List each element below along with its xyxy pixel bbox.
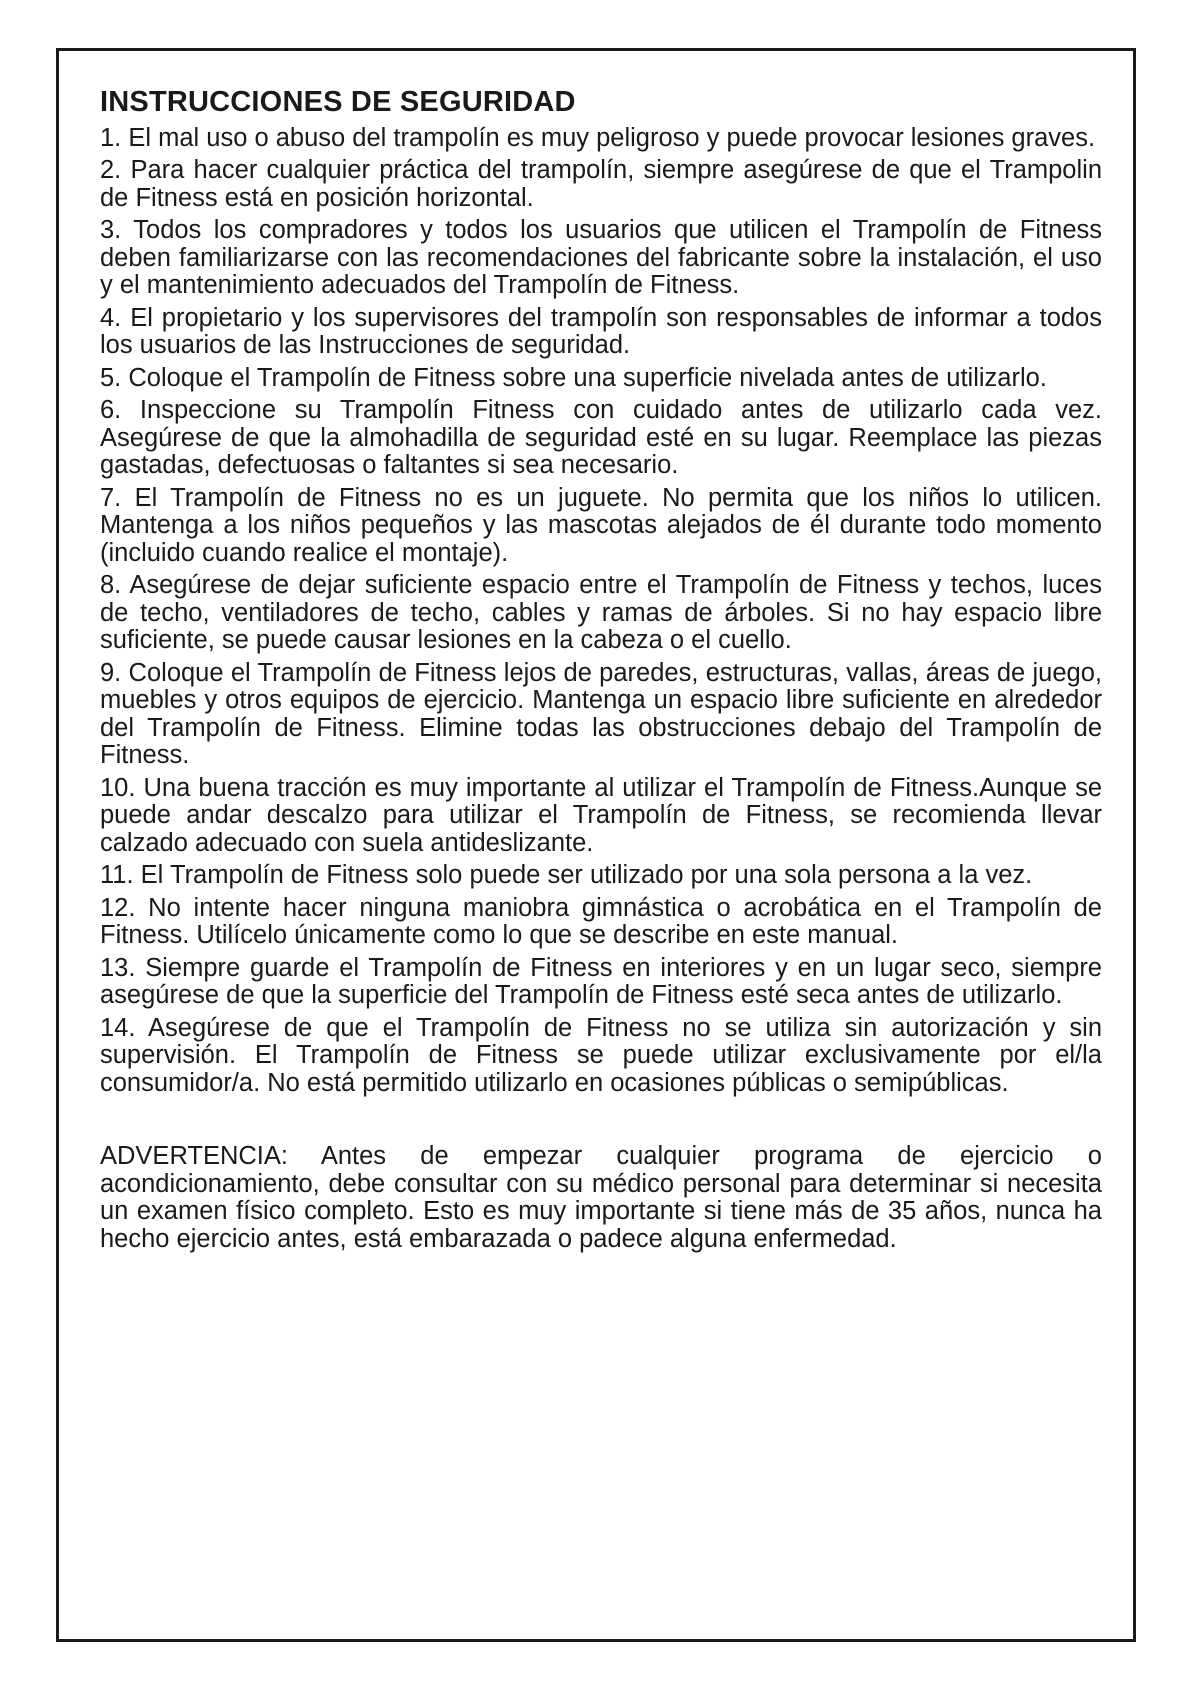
instruction-item-5: 5. Coloque el Trampolín de Fitness sobre una superficie nivelada antes de utilizarlo.	[100, 363, 1047, 392]
warning-paragraph: ADVERTENCIA: Antes de empezar cualquier programa de ejercicio o acondicionamiento, debe consultar con su médico personal para determinar si necesita un examen físico completo. Esto es muy importante si tiene más de 35 años, nunca ha hecho ejercicio antes, está embarazada o padece alguna enfermedad.	[100, 1142, 1102, 1253]
instruction-item-9: 9. Coloque el Trampolín de Fitness lejos de paredes, estructuras, vallas, áreas de juego, muebles y otros equipos de ejercicio. Mantenga un espacio libre suficiente en alrededor del Trampolín de Fitness. Elimine todas las obstrucciones debajo del Trampolín de Fitness.	[100, 658, 1102, 770]
instruction-item-14: 14. Asegúrese de que el Trampolín de Fitness no se utiliza sin autorización y sin supervisión. El Trampolín de Fitness se puede utilizar exclusivamente por el/la consumidor/a. No está permitido utilizarlo en ocasiones públicas o semipúblicas.	[100, 1013, 1102, 1097]
instruction-item-2: 2. Para hacer cualquier práctica del trampolín, siempre asegúrese de que el Trampolin de Fitness está en posición horizontal.	[100, 156, 1102, 212]
document-content	[100, 87, 1102, 1253]
instruction-item-7: 7. El Trampolín de Fitness no es un juguete. No permita que los niños lo utilicen. Mantenga a los niños pequeños y las mascotas alejados de él durante todo momento (incluido cuando realice el montaje).	[100, 483, 1102, 567]
page-border	[56, 48, 1136, 1642]
instruction-item-3: 3. Todos los compradores y todos los usuarios que utilicen el Trampolín de Fitness deben familiarizarse con las recomendaciones del fabricante sobre la instalación, el uso y el mantenimiento adecuados del Trampolín de Fitness.	[100, 216, 1102, 300]
instruction-item-10: 10. Una buena tracción es muy importante al utilizar el Trampolín de Fitness.Aunque se puede andar descalzo para utilizar el Trampolín de Fitness, se recomienda llevar calzado adecuado con suela antideslizante.	[100, 773, 1102, 857]
page-title: INSTRUCCIONES DE SEGURIDAD	[100, 86, 576, 118]
safety-instructions-list	[100, 125, 1102, 1098]
instruction-item-8: 8. Asegúrese de dejar suficiente espacio entre el Trampolín de Fitness y techos, luces de techo, ventiladores de techo, cables y ramas de árboles. Si no hay espacio libre suficiente, se puede causar lesiones en la cabeza o el cuello.	[100, 571, 1102, 655]
instruction-item-13: 13. Siempre guarde el Trampolín de Fitness en interiores y en un lugar seco, siempre asegúrese de que la superficie del Trampolín de Fitness esté seca antes de utilizarlo.	[100, 953, 1102, 1010]
instruction-item-11: 11. El Trampolín de Fitness solo puede ser utilizado por una sola persona a la vez.	[100, 861, 1033, 890]
instruction-item-1: 1. El mal uso o abuso del trampolín es muy peligroso y puede provocar lesiones graves.	[100, 123, 1096, 152]
instruction-item-6: 6. Inspeccione su Trampolín Fitness con cuidado antes de utilizarlo cada vez. Asegúrese de que la almohadilla de seguridad esté en su lugar. Reemplace las piezas gastadas, defectuosas o faltantes si sea necesario.	[100, 396, 1102, 480]
instruction-item-12: 12. No intente hacer ninguna maniobra gimnástica o acrobática en el Trampolín de Fitness. Utilícelo únicamente como lo que se describe en este manual.	[100, 893, 1102, 950]
instruction-item-4: 4. El propietario y los supervisores del trampolín son responsables de informar a todos los usuarios de las Instrucciones de seguridad.	[100, 303, 1102, 360]
